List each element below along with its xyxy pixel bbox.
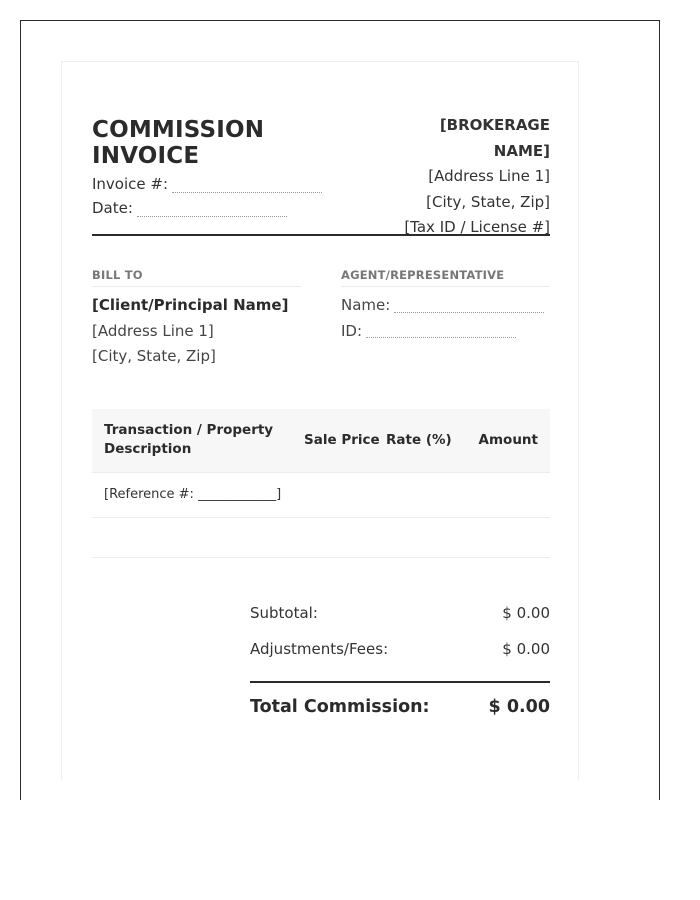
invoice-content [92,100,550,717]
agent-name-field[interactable] [394,298,544,313]
brokerage-tax-id: [Tax ID / License #] [404,218,550,236]
agent-id-label: ID: [341,321,363,340]
invoice-date-label: Date: [92,199,133,217]
total-commission-line [250,697,550,717]
header-description: Transaction / Property Description [104,422,274,457]
total-commission-label: Total Commission: [250,696,430,717]
agent-id-line [341,319,550,345]
header-rate: Rate (%) [386,431,452,448]
client-address: [Address Line 1] [92,321,214,340]
table-header [92,409,550,473]
invoice-header [92,100,550,236]
total-commission-value: $ 0.00 [488,696,550,717]
invoice-title-block [92,100,379,218]
bill-to-label: BILL TO [92,268,301,287]
bill-to-block [92,268,301,370]
adjustments-label: Adjustments/Fees: [250,639,389,658]
transaction-table [92,409,550,558]
brokerage-block [379,113,550,236]
row-description[interactable]: [Reference #: ____________] [104,487,282,502]
client-city-state-zip: [City, State, Zip] [92,347,216,365]
agent-name-line [341,293,550,319]
adjustments-value: $ 0.00 [502,639,550,658]
header-sale-price: Sale Price [304,431,380,448]
agent-label: AGENT/REPRESENTATIVE [341,268,550,287]
subtotal-label: Subtotal: [250,603,318,622]
brokerage-name: [BROKERAGE NAME] [439,116,550,160]
agent-id-field[interactable] [366,323,516,338]
brokerage-address: [Address Line 1] [428,167,550,185]
totals-block [250,604,550,717]
parties-section [92,268,550,370]
invoice-date-field[interactable] [137,202,287,217]
agent-name-label: Name: [341,296,391,314]
invoice-number-line [92,175,379,193]
client-name: [Client/Principal Name] [92,296,289,314]
subtotal-line [250,604,550,640]
header-amount: Amount [478,431,538,448]
brokerage-city-state-zip: [City, State, Zip] [426,192,550,211]
adjustments-line [250,640,550,676]
invoice-title: COMMISSION INVOICE [92,117,265,169]
agent-block [341,268,550,370]
table-row [92,473,550,518]
invoice-number-field[interactable] [172,178,322,193]
table-row-empty[interactable] [92,518,550,558]
totals-divider [250,681,550,683]
invoice-number-label: Invoice #: [92,175,169,193]
subtotal-value: $ 0.00 [502,603,550,622]
invoice-date-line [92,199,379,217]
